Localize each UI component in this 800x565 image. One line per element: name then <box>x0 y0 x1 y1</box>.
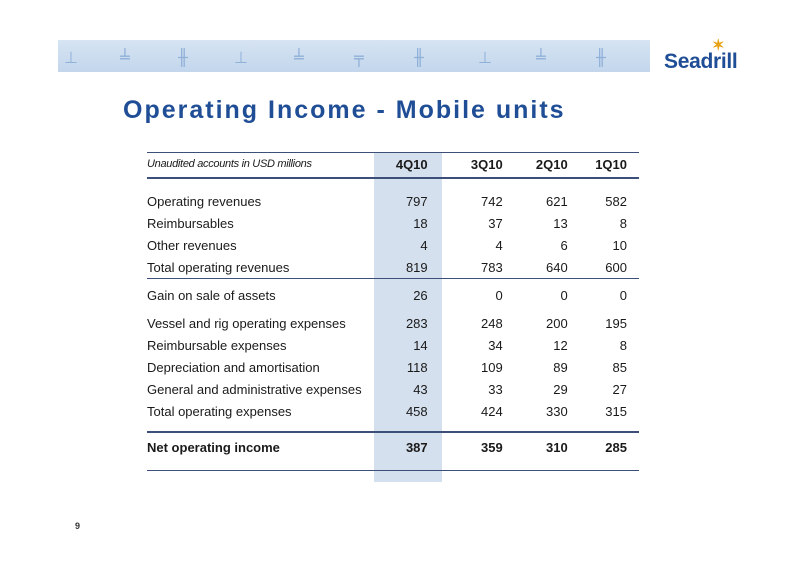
cell-value: 458 <box>405 403 428 419</box>
logo-text: Seadrill <box>664 50 738 73</box>
cell-value: 424 <box>480 403 503 419</box>
table-row <box>147 190 639 212</box>
table-header-row <box>147 152 639 176</box>
rig-silhouette-icon: ╧ <box>294 48 304 67</box>
row-label: General and administrative expenses <box>147 381 362 397</box>
cell-value: 14 <box>413 337 428 353</box>
cell-value: 200 <box>546 315 568 331</box>
row-label: Reimbursables <box>147 215 234 231</box>
column-header: 4Q10 <box>395 156 428 172</box>
cell-value: 742 <box>480 193 503 209</box>
header-banner <box>58 40 650 72</box>
row-label: Vessel and rig operating expenses <box>147 315 346 331</box>
column-header: 1Q10 <box>595 156 627 172</box>
cell-value: 29 <box>553 381 568 397</box>
cell-value: 13 <box>553 215 568 231</box>
cell-value: 600 <box>605 259 627 275</box>
cell-value: 33 <box>488 381 503 397</box>
rig-silhouette-icon: ╫ <box>178 48 188 67</box>
divider <box>147 470 639 471</box>
column-header: 3Q10 <box>470 156 503 172</box>
cell-value: 109 <box>480 359 503 375</box>
cell-value: 10 <box>612 237 627 253</box>
cell-value: 0 <box>495 287 503 303</box>
cell-value: 285 <box>605 439 627 455</box>
cell-value: 34 <box>488 337 503 353</box>
cell-value: 582 <box>605 193 627 209</box>
cell-value: 89 <box>553 359 568 375</box>
cell-value: 0 <box>619 287 627 303</box>
cell-value: 8 <box>619 337 627 353</box>
table-row <box>147 378 639 400</box>
rig-silhouette-icon: ╧ <box>120 48 130 67</box>
rig-silhouette-icon: ╫ <box>414 48 424 67</box>
cell-value: 797 <box>405 193 428 209</box>
row-label: Gain on sale of assets <box>147 287 276 303</box>
cell-value: 18 <box>413 215 428 231</box>
table-row-total <box>147 436 639 458</box>
row-label: Depreciation and amortisation <box>147 359 320 375</box>
cell-value: 26 <box>413 287 428 303</box>
rig-silhouette-icon: ╧ <box>536 48 546 67</box>
cell-value: 640 <box>546 259 568 275</box>
table-row <box>147 256 639 278</box>
cell-value: 6 <box>560 237 568 253</box>
table-row <box>147 312 639 334</box>
cell-value: 43 <box>413 381 428 397</box>
cell-value: 283 <box>405 315 428 331</box>
page-number: 9 <box>75 521 81 531</box>
table-caption: Unaudited accounts in USD millions <box>147 158 312 170</box>
row-label: Other revenues <box>147 237 237 253</box>
rig-silhouette-icon: ╤ <box>354 48 364 67</box>
cell-value: 387 <box>405 439 428 455</box>
cell-value: 0 <box>560 287 568 303</box>
column-header: 2Q10 <box>535 156 568 172</box>
table-row <box>147 334 639 356</box>
financial-table <box>147 152 639 458</box>
cell-value: 621 <box>546 193 568 209</box>
page-title: Operating Income - Mobile units <box>123 96 566 124</box>
rig-silhouette-icon: ⊥ <box>234 48 248 67</box>
row-label: Total operating expenses <box>147 403 292 419</box>
rig-silhouette-icon: ⊥ <box>64 48 78 67</box>
star-icon: ✶ <box>712 37 725 54</box>
cell-value: 248 <box>480 315 503 331</box>
cell-value: 37 <box>488 215 503 231</box>
cell-value: 4 <box>420 237 428 253</box>
cell-value: 310 <box>546 439 568 455</box>
cell-value: 12 <box>553 337 568 353</box>
cell-value: 27 <box>612 381 627 397</box>
cell-value: 8 <box>619 215 627 231</box>
rig-silhouette-icon: ⊥ <box>478 48 492 67</box>
cell-value: 118 <box>406 359 428 375</box>
row-label: Total operating revenues <box>147 259 290 275</box>
cell-value: 195 <box>605 315 627 331</box>
table-row <box>147 284 639 306</box>
row-label: Reimbursable expenses <box>147 337 287 353</box>
cell-value: 85 <box>612 359 627 375</box>
cell-value: 819 <box>405 259 428 275</box>
cell-value: 330 <box>546 403 568 419</box>
cell-value: 359 <box>480 439 503 455</box>
table-row <box>147 234 639 256</box>
rig-silhouette-icon: ╫ <box>596 48 606 67</box>
company-logo <box>664 37 738 74</box>
row-label: Operating revenues <box>147 193 262 209</box>
cell-value: 315 <box>605 403 627 419</box>
table-row <box>147 212 639 234</box>
row-label: Net operating income <box>147 439 280 455</box>
table-row <box>147 400 639 422</box>
cell-value: 4 <box>495 237 503 253</box>
table-row <box>147 356 639 378</box>
cell-value: 783 <box>480 259 503 275</box>
